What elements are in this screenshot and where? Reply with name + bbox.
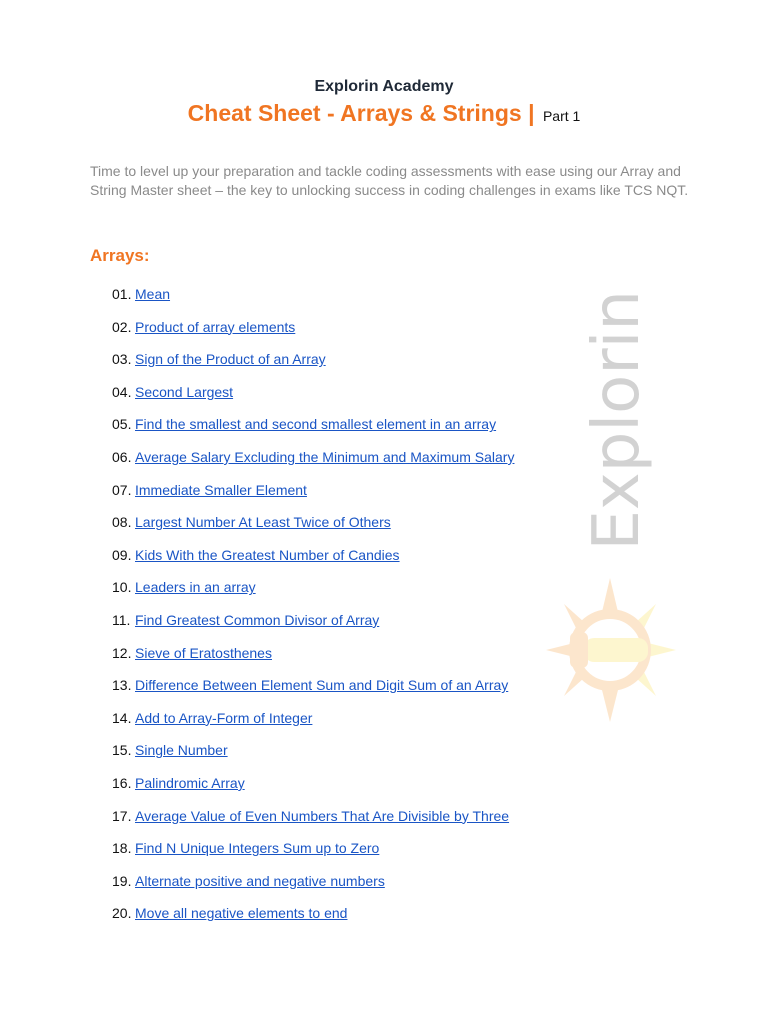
- problem-link[interactable]: Average Salary Excluding the Minimum and Maximum Salary: [135, 448, 515, 465]
- problem-link[interactable]: Difference Between Element Sum and Digit Sum of an Array: [135, 677, 509, 694]
- problem-link[interactable]: Find Greatest Common Divisor of Array: [135, 611, 380, 628]
- problem-number: 18.: [112, 840, 132, 857]
- problem-link[interactable]: Second Largest: [135, 383, 234, 400]
- problem-number: 01.: [112, 286, 132, 302]
- problem-link[interactable]: Add to Array-Form of Integer: [135, 709, 313, 726]
- organization-name: Explorin Academy: [314, 78, 454, 95]
- problem-number: 11.: [112, 611, 131, 628]
- problem-link[interactable]: Palindromic Array: [135, 774, 245, 791]
- problem-item: [112, 675, 514, 708]
- problem-number: 08.: [112, 514, 132, 531]
- page-title: [0, 100, 768, 127]
- problem-list: [112, 284, 514, 936]
- problem-link[interactable]: Single Number: [135, 742, 228, 759]
- problem-link[interactable]: Average Value of Even Numbers That Are Divisible by Three: [135, 807, 510, 824]
- problem-number: 07.: [112, 481, 132, 498]
- problem-number: 14.: [112, 709, 132, 726]
- problem-link[interactable]: Leaders in an array: [135, 579, 256, 596]
- problem-link[interactable]: Immediate Smaller Element: [135, 481, 307, 498]
- explorin-watermark: [540, 290, 680, 730]
- problem-number: 19.: [112, 872, 132, 889]
- problem-link[interactable]: Product of array elements: [135, 318, 296, 335]
- problem-item: [112, 838, 514, 871]
- problem-item: [112, 382, 514, 415]
- compass-logo-icon: [546, 578, 676, 722]
- problem-item: [112, 545, 514, 578]
- problem-item: [112, 284, 514, 317]
- problem-item: [112, 740, 514, 773]
- problem-link[interactable]: Sign of the Product of an Array: [135, 351, 326, 368]
- problem-link[interactable]: Kids With the Greatest Number of Candies: [135, 546, 400, 563]
- problem-link[interactable]: Move all negative elements to end: [135, 905, 348, 922]
- title-main: Cheat Sheet - Arrays & Strings |: [187, 100, 535, 126]
- problem-number: 03.: [112, 351, 132, 368]
- problem-item: [112, 414, 514, 447]
- problem-number: 05.: [112, 416, 132, 433]
- problem-item: [112, 512, 514, 545]
- problem-item: [112, 871, 514, 904]
- problem-item: [112, 480, 514, 513]
- problem-link[interactable]: Alternate positive and negative numbers: [135, 872, 385, 889]
- problem-number: 02.: [112, 318, 132, 335]
- problem-item: [112, 577, 514, 610]
- problem-number: 17.: [112, 807, 132, 824]
- problem-link[interactable]: Find the smallest and second smallest element in an array: [135, 416, 497, 433]
- problem-number: 06.: [112, 448, 132, 465]
- problem-number: 04.: [112, 383, 132, 400]
- problem-link[interactable]: Largest Number At Least Twice of Others: [135, 514, 391, 531]
- problem-item: [112, 806, 514, 839]
- problem-item: [112, 773, 514, 806]
- problem-item: [112, 708, 514, 741]
- section-heading-arrays: Arrays:: [90, 246, 150, 265]
- problem-number: 12.: [112, 644, 132, 661]
- problem-number: 15.: [112, 742, 132, 759]
- problem-item: [112, 610, 514, 643]
- intro-paragraph: Time to level up your preparation and tackle coding assessments with ease using our Array and String Master sheet – the key to unlocking success in coding challenges in exams like TCS NQT.: [90, 163, 689, 198]
- problem-item: [112, 317, 514, 350]
- problem-number: 09.: [112, 546, 132, 563]
- problem-number: 13.: [112, 677, 132, 694]
- title-part-label: Part 1: [542, 108, 581, 124]
- problem-item: [112, 643, 514, 676]
- problem-link[interactable]: Sieve of Eratosthenes: [135, 644, 272, 661]
- problem-item: [112, 349, 514, 382]
- problem-number: 10.: [112, 579, 132, 596]
- problem-item: [112, 447, 514, 480]
- problem-link[interactable]: Mean: [135, 286, 171, 302]
- problem-number: 20.: [112, 905, 132, 922]
- watermark-text: Explorin: [580, 290, 654, 551]
- problem-item: [112, 903, 514, 936]
- problem-number: 16.: [112, 774, 132, 791]
- problem-link[interactable]: Find N Unique Integers Sum up to Zero: [135, 840, 380, 857]
